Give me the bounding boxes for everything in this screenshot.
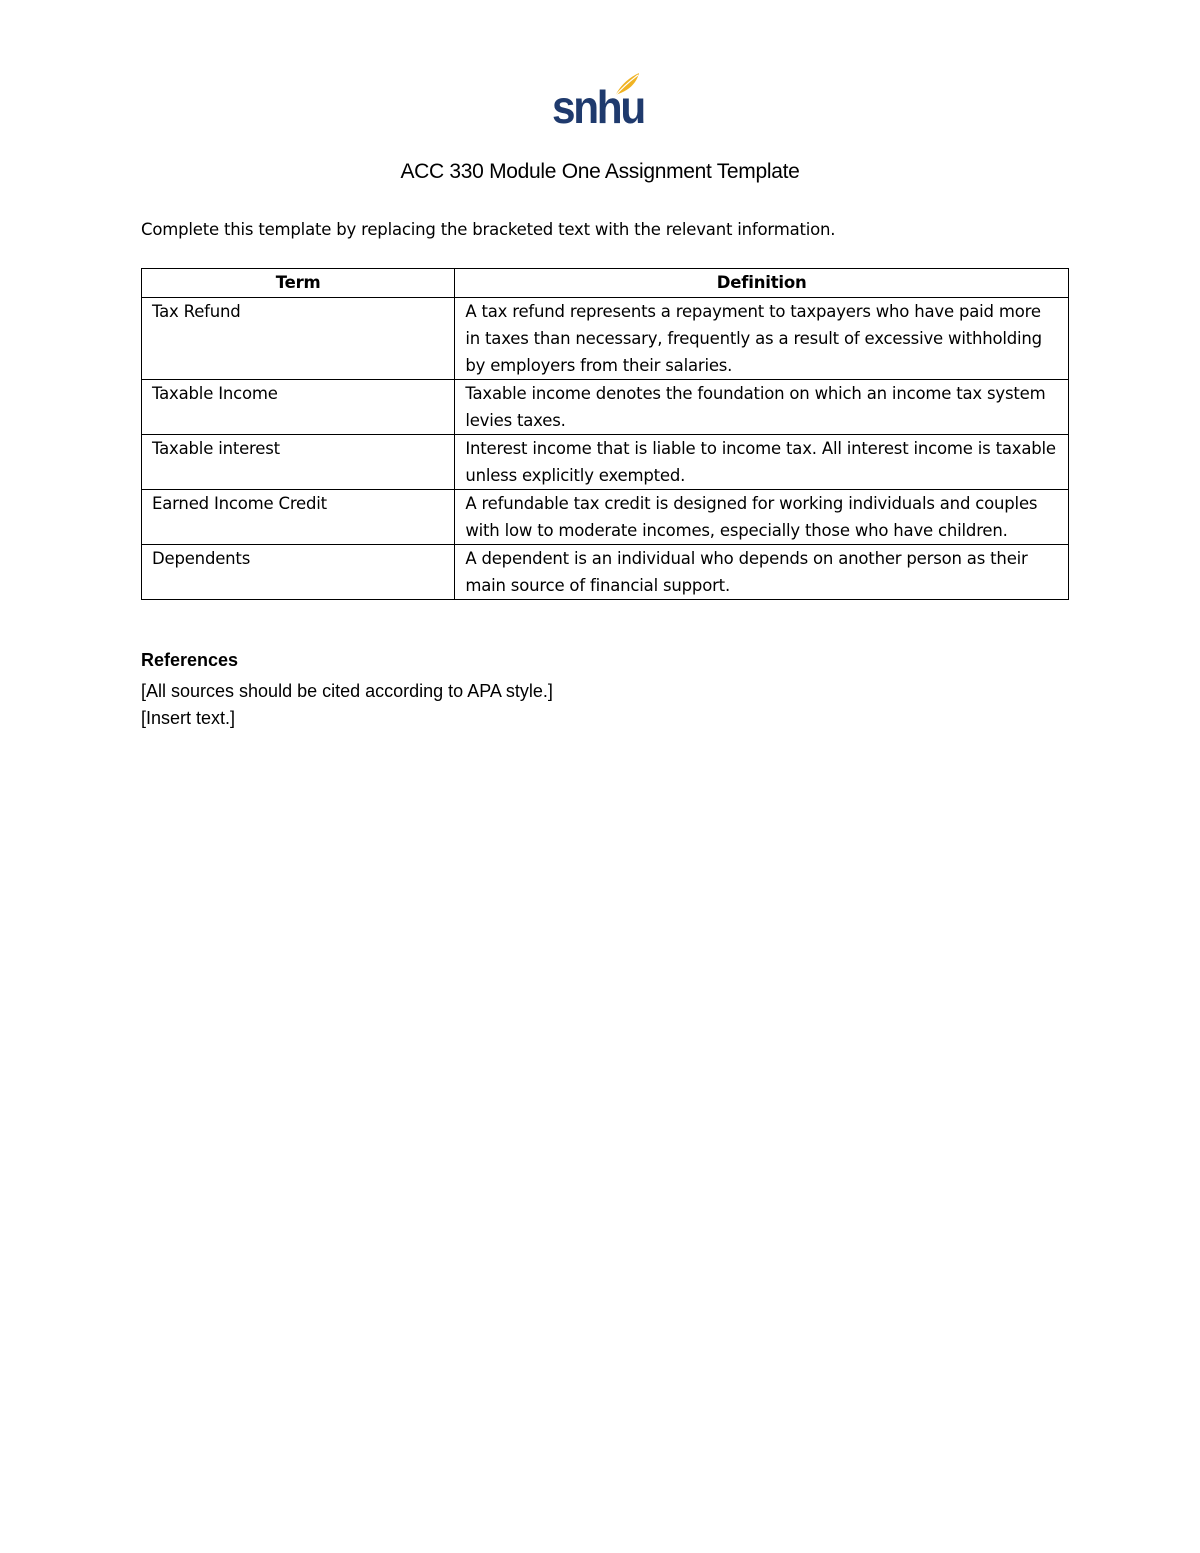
document-title: ACC 330 Module One Assignment Template: [400, 160, 800, 183]
terms-table: [141, 268, 1069, 600]
definition-cell: A dependent is an individual who depends on another person as their main source of financial support.: [455, 545, 1069, 600]
term-cell: Earned Income Credit: [142, 490, 455, 545]
references-heading: References: [141, 650, 239, 670]
term-cell: Taxable Income: [142, 380, 455, 435]
table-header-row: [142, 269, 1069, 298]
definition-cell: A refundable tax credit is designed for working individuals and couples with low to moderate incomes, especially those who have children.: [455, 490, 1069, 545]
table-row: [142, 298, 1069, 380]
header-definition: Definition: [455, 269, 1069, 298]
definition-cell: Interest income that is liable to income tax. All interest income is taxable unless explicitly exempted.: [455, 435, 1069, 490]
reference-line: [All sources should be cited according to APA style.]: [141, 681, 553, 701]
header-term: Term: [142, 269, 455, 298]
definition-cell: Taxable income denotes the foundation on which an income tax system levies taxes.: [455, 380, 1069, 435]
table-row: [142, 490, 1069, 545]
term-cell: Taxable interest: [142, 435, 455, 490]
table-row: [142, 545, 1069, 600]
logo-wordmark: snhu: [552, 81, 644, 133]
definition-cell: A tax refund represents a repayment to taxpayers who have paid more in taxes than necessary, frequently as a result of excessive withholding by employers from their salaries.: [455, 298, 1069, 380]
reference-line: [Insert text.]: [141, 708, 236, 728]
instructions-text: Complete this template by replacing the bracketed text with the relevant information.: [141, 220, 836, 239]
term-cell: Dependents: [142, 545, 455, 600]
table-row: [142, 380, 1069, 435]
term-cell: Tax Refund: [142, 298, 455, 380]
table-row: [142, 435, 1069, 490]
snhu-logo: [552, 72, 644, 134]
